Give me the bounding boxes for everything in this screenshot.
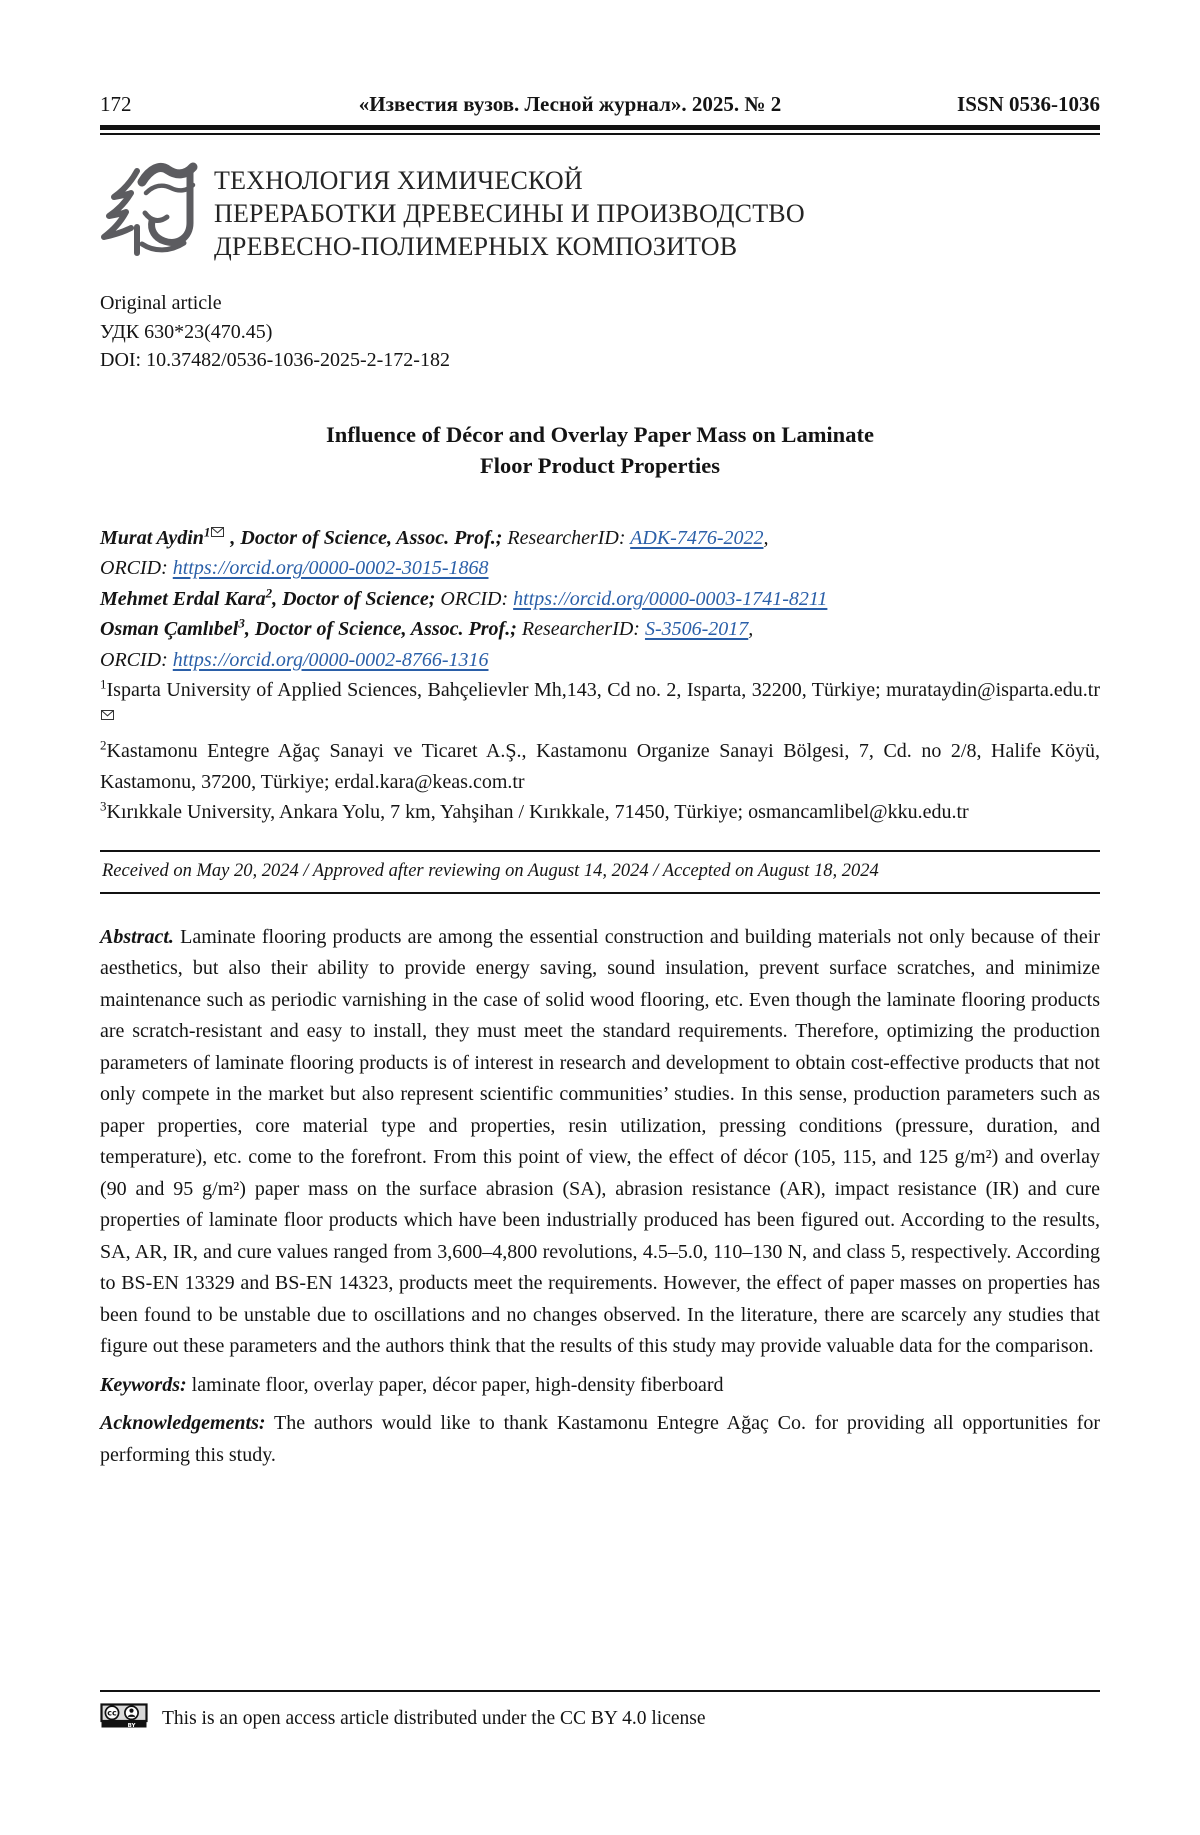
author-orcid-line: ORCID: https://orcid.org/0000-0002-8766-1316 <box>100 648 489 671</box>
acknowledgements-label: Acknowledgements: <box>100 1412 266 1434</box>
doi: DOI: 10.37482/0536-1036-2025-2-172-182 <box>100 349 450 371</box>
svg-text:BY: BY <box>127 1723 136 1729</box>
orcid-link[interactable]: https://orcid.org/0000-0003-1741-8211 <box>513 587 828 610</box>
envelope-icon <box>211 516 224 547</box>
affiliation-1: $^1$Isparta University of Applied Sciences, Bahçelievler Mh,143, Cd no. 2, Isparta, 32200, Türkiye; murataydin@isparta.edu.tr <box>100 675 1100 736</box>
running-head <box>100 92 1100 116</box>
author-line-1: Murat Aydin$^1$ , Doctor of Science, Assoc. Prof.; ResearcherID: ADK-7476-2022, <box>100 523 1100 554</box>
orcid-link[interactable]: https://orcid.org/0000-0002-8766-1316 <box>172 648 489 671</box>
article-type: Original article <box>100 292 222 314</box>
svg-text:cc: cc <box>107 1708 117 1718</box>
acknowledgements: Acknowledgements: The authors would like to thank Kastamonu Entegre Ağaç Co. for providing all opportunities for performing this study. <box>100 1412 1100 1466</box>
article-meta <box>100 289 1100 375</box>
section-title-line: ДРЕВЕСНО-ПОЛИМЕРНЫХ КОМПОЗИТОВ <box>214 232 738 261</box>
license-text: This is an open access article distributed under the CC BY 4.0 license <box>162 1707 706 1729</box>
abstract: Abstract. Laminate flooring products are among the essential construction and building materials not only because of their aesthetics, but also their ability to provide energy saving, sound insulation, prevent surface scratches, and minimize maintenance such as periodic varnishing in the case of solid wood flooring, etc. Even though the laminate flooring products are scratch-resistant and easy to install, they must meet the standard requirements. Therefore, optimizing the production parameters of laminate flooring products is of interest in research and development to obtain cost-effective products that not only compete in the market but also represent scientific communities’ studies. In this sense, production parameters such as paper properties, core material type and properties, resin utilization, pressing conditions (pressure, duration, and temperature), etc. come to the forefront. From this point of view, the effect of décor (105, 115, and 125 g/m²) and overlay (90 and 95 g/m²) paper mass on the surface abrasion (SA), abrasion resistance (AR), impact resistance (IR) and cure properties of laminate floor products which have been industrially produced has been figured out. According to the results, SA, AR, IR, and cure values ranged from 3,600–4,800 revolutions, 4.5–5.0, 110–130 N, and class 5, respectively. According to BS-EN 13329 and BS-EN 14323, products meet the requirements. However, the effect of paper masses on properties has been found to be unstable due to oscillations and no changes observed. In the literature, there are scarcely any studies that figure out these parameters and the authors think that the results of this study may provide valuable data for the comparison. <box>100 925 1101 1357</box>
journal-logo-icon <box>100 151 200 257</box>
author-line-2: Mehmet Erdal Kara$^2$, Doctor of Science; ORCID: https://orcid.org/0000-0003-1741-8211 <box>100 584 828 610</box>
page-number: 172 <box>100 92 132 116</box>
cc-by-badge-icon <box>100 1703 148 1734</box>
section-title-line: ТЕХНОЛОГИЯ ХИМИЧЕСКОЙ <box>214 166 583 195</box>
author-line-3: Osman Çamlıbel$^3$, Doctor of Science, Assoc. Prof.; ResearcherID: S-3506-2017, <box>100 615 754 640</box>
keywords: Keywords: laminate floor, overlay paper, décor paper, high-density fiberboard <box>100 1373 724 1396</box>
header-rule <box>100 125 1100 135</box>
issn-label: ISSN 0536-1036 <box>957 92 1100 116</box>
orcid-link[interactable]: https://orcid.org/0000-0002-3015-1868 <box>172 557 489 579</box>
author-name: Osman Çamlıbel <box>100 618 239 640</box>
envelope-icon <box>101 699 114 730</box>
author-orcid-line: ORCID: https://orcid.org/0000-0002-3015-1868 <box>100 557 489 579</box>
researcherid-link[interactable]: ADK-7476-2022 <box>630 526 764 549</box>
license-footer <box>100 1690 1100 1734</box>
article-history: Received on May 20, 2024 / Approved after reviewing on August 14, 2024 / Accepted on August 18, 2024 <box>100 850 1100 894</box>
article-title: Influence of Décor and Overlay Paper Mass on Laminate Floor Product Properties <box>326 421 874 478</box>
udk-code: УДК 630*23(470.45) <box>100 320 273 343</box>
authors-block <box>100 523 1100 828</box>
author-name: Mehmet Erdal Kara <box>100 587 266 610</box>
article-front-matter <box>100 922 1100 1472</box>
abstract-label: Abstract. <box>100 925 174 948</box>
section-title-line: ПЕРЕРАБОТКИ ДРЕВЕСИНЫ И ПРОИЗВОДСТВО <box>214 199 805 228</box>
journal-title: «Известия вузов. Лесной журнал». 2025. № 2 <box>358 92 782 116</box>
researcherid-link[interactable]: S-3506-2017 <box>644 618 749 640</box>
section-banner <box>100 147 1100 263</box>
affiliation-2: $^2$Kastamonu Entegre Ağaç Sanayi ve Ticaret A.Ş., Kastamonu Organize Sanayi Bölgesi, 7, Cd. no 2/8, Halife Köyü, Kastamonu, 37200, Türkiye; erdal.kara@keas.com.tr <box>100 737 1100 793</box>
author-name: Murat Aydin <box>100 526 204 549</box>
section-title <box>214 147 805 263</box>
affiliation-3: $^3$Kırıkkale University, Ankara Yolu, 7 km, Yahşihan / Kırıkkale, 71450, Türkiye; osmancamlibel@kku.edu.tr <box>100 798 969 823</box>
keywords-label: Keywords: <box>100 1373 187 1396</box>
